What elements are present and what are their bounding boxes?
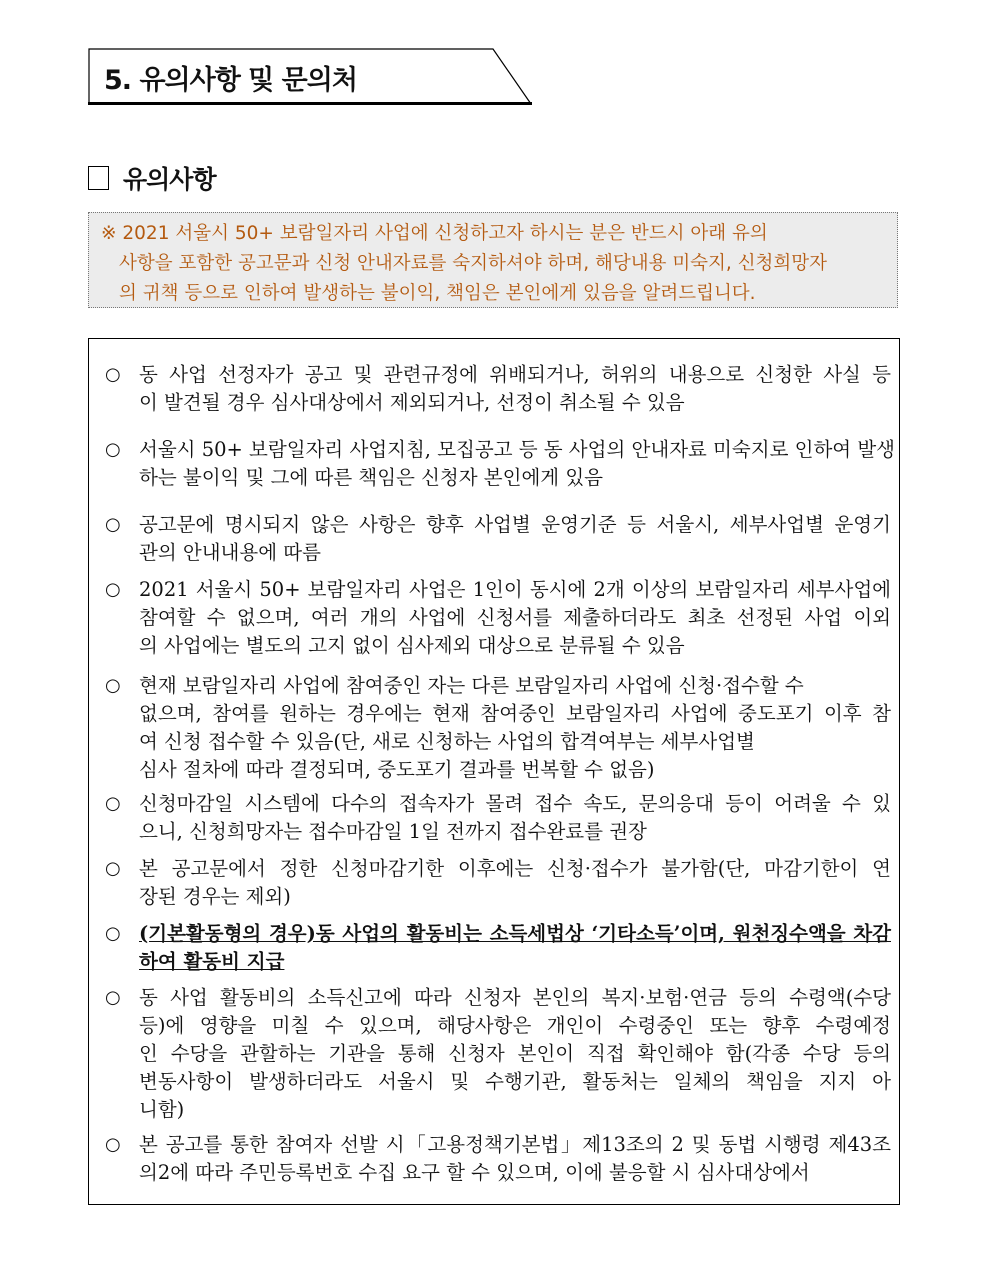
precaution-item — [105, 436, 895, 492]
precaution-text: 장된 경우는 제외) — [139, 885, 291, 908]
circle-bullet-icon: ○ — [105, 514, 121, 535]
precaution-line — [139, 1096, 891, 1124]
precaution-item — [105, 855, 891, 911]
circle-bullet-icon: ○ — [105, 1134, 121, 1155]
precaution-text: 현재 보람일자리 사업에 참여중인 자는 다른 보람일자리 사업에 신청·접수할 수 — [139, 674, 804, 697]
precaution-text: 서울시 50+ 보람일자리 사업지침, 모집공고 등 동 사업의 안내자료 미숙지로 인하여 발생 — [139, 438, 895, 461]
section-title-box — [88, 48, 532, 104]
precaution-item — [105, 1131, 891, 1187]
precaution-line — [139, 1012, 891, 1040]
precaution-text: 으니, 신청희망자는 접수마감일 1일 전까지 접수완료를 권장 — [139, 820, 647, 843]
circle-bullet-icon: ○ — [105, 579, 121, 600]
subheading-text: 유의사항 — [123, 165, 216, 194]
precaution-line — [139, 790, 891, 818]
precaution-text: 관의 안내내용에 따름 — [139, 541, 321, 564]
precaution-line — [139, 632, 891, 660]
subheading — [88, 160, 216, 196]
circle-bullet-icon: ○ — [105, 364, 121, 385]
precaution-item — [105, 511, 891, 567]
precaution-line — [139, 539, 891, 567]
precaution-line — [139, 1159, 891, 1187]
circle-bullet-icon: ○ — [105, 858, 121, 879]
precaution-text: 이 발견될 경우 심사대상에서 제외되거나, 선정이 취소될 수 있음 — [139, 391, 685, 414]
precaution-text: 2021 서울시 50+ 보람일자리 사업은 1인이 동시에 2개 이상의 보람일자리 세부사업에 — [139, 578, 891, 601]
precaution-line — [139, 604, 891, 632]
precaution-text: 등)에 영향을 미칠 수 있으며, 해당사항은 개인이 수령중인 또는 향후 수령예정 — [139, 1014, 891, 1037]
precaution-line — [139, 1131, 891, 1159]
precaution-text: 신청마감일 시스템에 다수의 접속자가 몰려 접수 속도, 문의응대 등이 어려울 수 있 — [139, 792, 891, 815]
precaution-line — [139, 464, 891, 492]
precaution-line — [139, 728, 891, 756]
precaution-text: 니함) — [139, 1098, 185, 1121]
square-bullet-icon — [88, 166, 109, 190]
precaution-line — [139, 818, 891, 846]
precaution-text: 의 사업에는 별도의 고지 없이 심사제외 대상으로 분류될 수 있음 — [139, 634, 685, 657]
notice-line: 사항을 포함한 공고문과 신청 안내자료를 숙지하셔야 하며, 해당내용 미숙지, 신청희망자 — [119, 253, 828, 274]
precaution-text: (기본활동형의 경우)동 사업의 활동비는 소득세법상 ‘기타소득’이며, 원천징수액을 차감 — [139, 922, 891, 945]
precaution-line — [139, 672, 891, 700]
precaution-line — [139, 700, 891, 728]
precaution-text: 의2에 따라 주민등록번호 수집 요구 할 수 있으며, 이에 불응할 시 심사대상에서 — [139, 1161, 810, 1184]
precaution-item — [105, 790, 891, 846]
precaution-text: 본 공고문에서 정한 신청마감기한 이후에는 신청·접수가 불가함(단, 마감기한이 연 — [139, 857, 891, 880]
precaution-line — [139, 1040, 891, 1068]
precaution-line — [139, 511, 891, 539]
notice-line: 의 귀책 등으로 인하여 발생하는 불이익, 책임은 본인에게 있음을 알려드립니다. — [119, 283, 756, 304]
precaution-item — [105, 672, 891, 784]
precautions-box — [88, 338, 900, 1205]
precaution-text: 없으며, 참여를 원하는 경우에는 현재 참여중인 보람일자리 사업에 중도포기 이후 참 — [139, 702, 891, 725]
precaution-text: 여 신청 접수할 수 있음(단, 새로 신청하는 사업의 합격여부는 세부사업별 — [139, 730, 755, 753]
precaution-line — [139, 1068, 891, 1096]
precaution-line — [139, 436, 895, 464]
precaution-text: 동 사업 선정자가 공고 및 관련규정에 위배되거나, 허위의 내용으로 신청한 사실 등 — [139, 363, 891, 386]
precaution-text: 심사 절차에 따라 결정되며, 중도포기 결과를 번복할 수 없음) — [139, 758, 655, 781]
precaution-text: 하는 불이익 및 그에 따른 책임은 신청자 본인에게 있음 — [139, 466, 604, 489]
precaution-line — [139, 389, 891, 417]
circle-bullet-icon: ○ — [105, 793, 121, 814]
section-title: 5. 유의사항 및 문의처 — [104, 65, 357, 96]
notice-box — [88, 212, 898, 308]
precaution-text: 참여할 수 없으며, 여러 개의 사업에 신청서를 제출하더라도 최초 선정된 사업 이외 — [139, 606, 891, 629]
precaution-line — [139, 948, 891, 976]
precaution-text: 변동사항이 발생하더라도 서울시 및 수행기관, 활동처는 일체의 책임을 지지 아 — [139, 1070, 891, 1093]
precaution-line — [139, 984, 891, 1012]
precaution-line — [139, 920, 891, 948]
circle-bullet-icon: ○ — [105, 675, 121, 696]
precaution-text: 동 사업 활동비의 소득신고에 따라 신청자 본인의 복지·보험·연금 등의 수령액(수당 — [139, 986, 891, 1009]
circle-bullet-icon: ○ — [105, 923, 121, 944]
precaution-line — [139, 576, 891, 604]
precaution-line — [139, 883, 891, 911]
precaution-item — [105, 984, 891, 1124]
precaution-line — [139, 361, 891, 389]
precaution-item — [105, 361, 891, 417]
precaution-text: 본 공고를 통한 참여자 선발 시「고용정책기본법」제13조의 2 및 동법 시행령 제43조 — [139, 1133, 891, 1156]
circle-bullet-icon: ○ — [105, 987, 121, 1008]
precaution-text: 인 수당을 관할하는 기관을 통해 신청자 본인이 직접 확인해야 함(각종 수당 등의 — [139, 1042, 891, 1065]
notice-line: ※ 2021 서울시 50+ 보람일자리 사업에 신청하고자 하시는 분은 반드시 아래 유의 — [101, 223, 768, 244]
circle-bullet-icon: ○ — [105, 439, 121, 460]
precaution-item — [105, 576, 891, 660]
precaution-text: 공고문에 명시되지 않은 사항은 향후 사업별 운영기준 등 서울시, 세부사업별 운영기 — [139, 513, 891, 536]
precaution-line — [139, 855, 891, 883]
precaution-text: 하여 활동비 지급 — [139, 950, 285, 973]
precaution-line — [139, 756, 891, 784]
precaution-item — [105, 920, 891, 976]
